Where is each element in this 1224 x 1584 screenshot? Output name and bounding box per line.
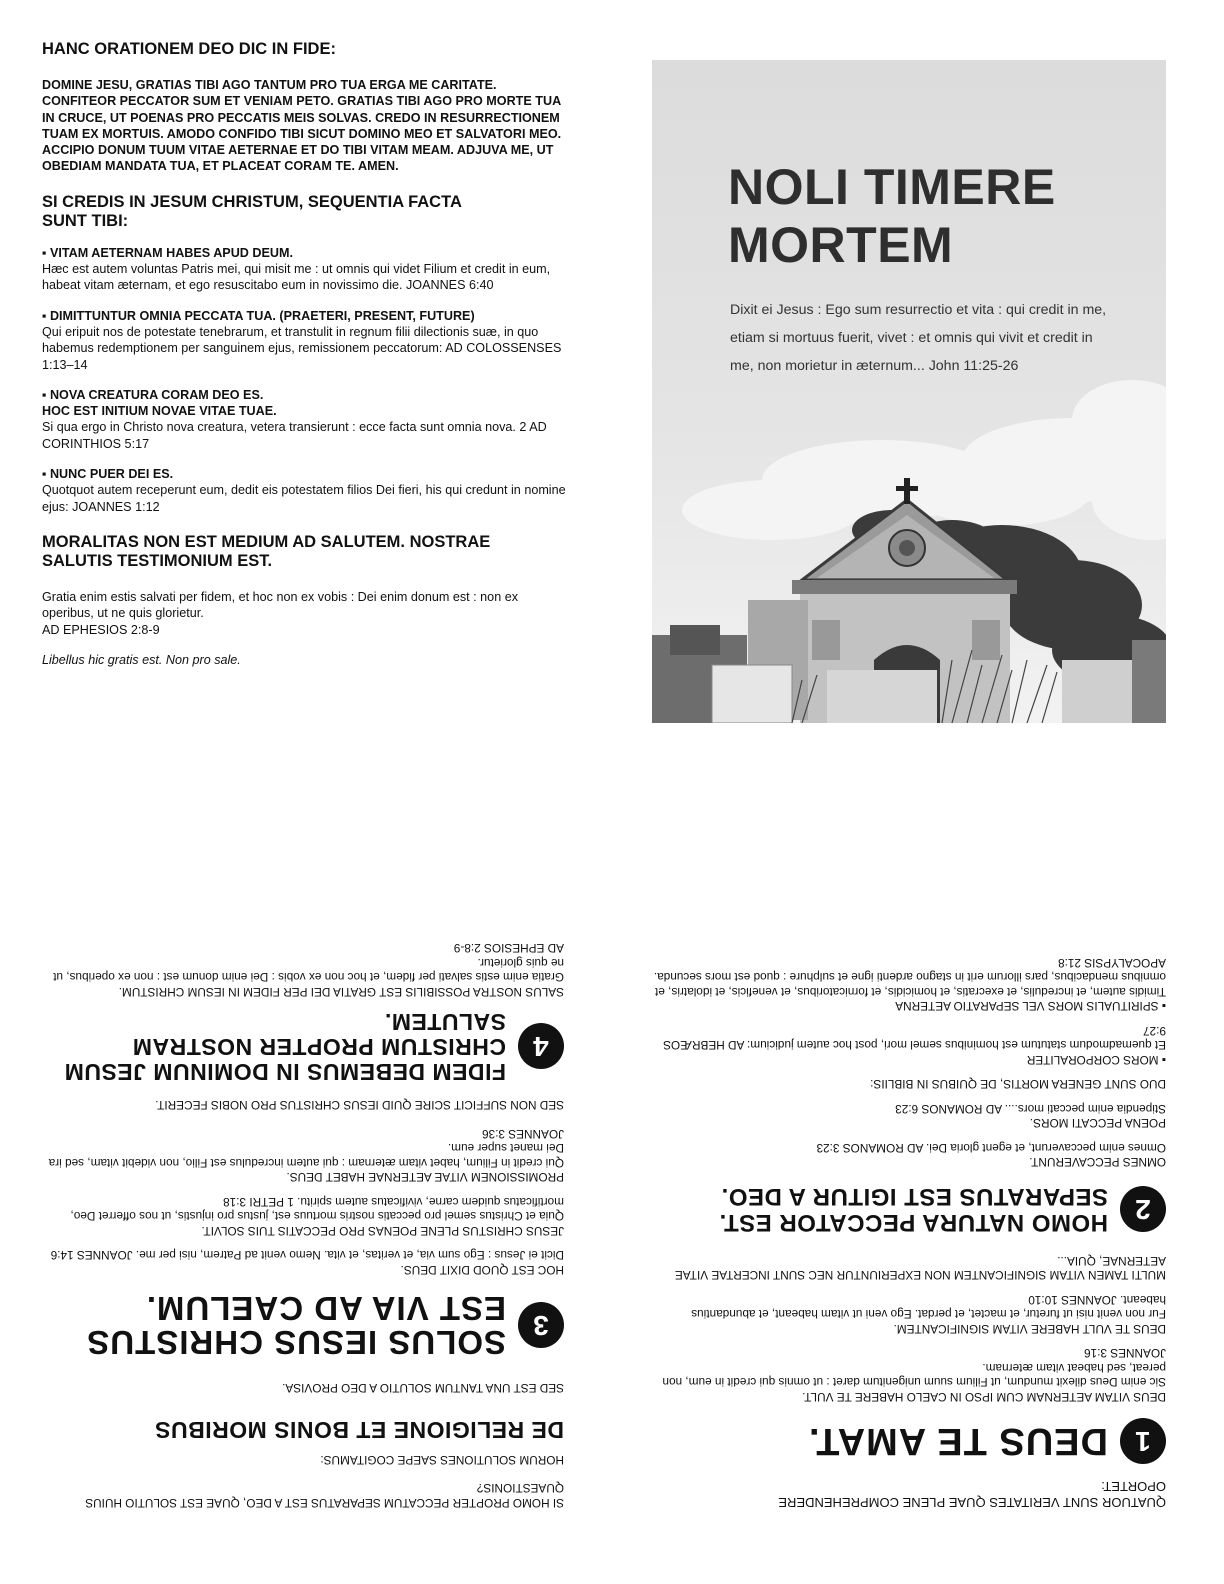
s2-p5-caps: ▪ SPIRITUALIS MORS VEL SEPARATIO AETERNA	[895, 999, 1166, 1014]
s2-p5-ref: APOCALYPSIS 21:8	[1058, 956, 1166, 970]
s2-p1-text: Omnes enim peccaverunt, et egent gloria Dei. AD ROMANOS 3:23	[816, 1141, 1166, 1155]
section-2-title-line2: SEPARATUS EST IGITUR A DEO.	[721, 1183, 1108, 1211]
believe-item-4-title: ▪ NUNC PUER DEI ES.	[42, 467, 174, 482]
s2-p4-caps: ▪ MORS CORPORALITER	[1026, 1053, 1166, 1067]
s2-p2-caps: POENA PECCATI MORS.	[1029, 1116, 1166, 1131]
believe-item-3-sub: HOC EST INITIUM NOVAE VITAE TUAE.	[42, 404, 277, 419]
s3-p2-text: Quia et Christus semel pro peccatis nostris mortuus est, justus pro injustis, ut nos offerret Deo, mortificatus quidem carne, vivificatus autem spiritu. 1 PETRI 3:18	[70, 1195, 564, 1224]
s3-p1-caps: HOC EST QUOD DIXIT DEUS.	[400, 1263, 564, 1277]
hero-panel	[652, 60, 1166, 723]
morality-heading: MORALITAS NON EST MEDIUM AD SALUTEM. NOSTRAE SALUTIS TESTIMONIUM EST.	[42, 532, 491, 570]
section-1-number: 1	[1120, 1418, 1166, 1464]
s3-p1-text: Dicit ei Jesus : Ego sum via, et veritas, et vita. Nemo venit ad Patrem, nisi per me. JOANNES 14:6	[50, 1248, 564, 1263]
section-3-title-line2: EST VIA AD CAELUM.	[145, 1290, 506, 1327]
s3-p3-ref: JOANNES 3:36	[482, 1127, 564, 1141]
s1-p3-caps: MULTI TAMEN VITAM SIGNIFICANTEM NON EXPERIUNTUR NEC SUNT INCERTAE VITAE AETERNAE, QUIA...	[674, 1254, 1166, 1283]
section-2-number: 2	[1120, 1187, 1166, 1233]
s2-p4-text: Et quemadmodum statutum est hominibus semel mori, post hoc autem judicium: AD HEBRÆOS 9:27	[663, 1024, 1166, 1053]
prayer-heading: HANC ORATIONEM DEO DIC IN FIDE:	[42, 40, 336, 58]
panel-right-intro: QUATUOR SUNT VERITATES QUAE PLENE COMPREHENDERE OPORTET:	[778, 1479, 1166, 1510]
free-note: Libellus hic gratis est. Non pro sale.	[42, 652, 241, 667]
believe-item-2-text: Qui eripuit nos de potestate tenebrarum, et transtulit in regnum filii dilectionis suæ, in quo habemus redemptionem per sanguinem ejus, remissionem peccatorum: AD COLOSSENSES 1:13–14	[42, 324, 562, 372]
morality-text: Gratia enim estis salvati per fidem, et hoc non ex vobis : Dei enim donum est : non ex operibus, ut ne quis glorietur.	[42, 589, 518, 621]
s3-p2-caps: JESUS CHRISTUS PLENE POENAS PRO PECCATIS TUIS SOLVIT.	[201, 1224, 564, 1238]
section-1-title: DEUS TE AMAT.	[807, 1420, 1108, 1462]
s3-closing: SED NON SUFFICIT SCIRE QUID IESUS CHRISTUS PRO NOBIS FECERIT.	[155, 1098, 564, 1113]
s2-p3-caps: DUO SUNT GENERA MORTIS, DE QUIBUS IN BIBLIIS:	[870, 1077, 1166, 1092]
morality-ref: AD EPHESIOS 2:8-9	[42, 622, 160, 637]
s1-p1-text: Sic enim Deus dilexit mundum, ut Filium suum unigenitum daret : ut omnis qui credit in eum, non pereat, sed habeat vitam æternam.	[662, 1361, 1166, 1390]
section-4-title	[42, 1009, 506, 1084]
section-4-header	[42, 1009, 564, 1084]
s3-p3-text: Qui credit in Filium, habet vitam æternam : qui autem incredulus est Filio, non videbit vitam, sed ira Dei manet super eum.	[48, 1141, 564, 1170]
hero-quote: Dixit ei Jesus : Ego sum resurrectio et vita : qui credit in me, etiam si mortuus fuerit, vivet : et omnis qui vivit et credit in me, non morietur in æternum... John 11:25-26	[730, 302, 1107, 374]
believe-item-4-text: Quotquot autem receperunt eum, dedit eis potestatem filios Dei fieri, his qui credunt in nomine ejus: JOANNES 1:12	[42, 483, 566, 514]
hero-title	[728, 158, 1056, 274]
solutions-title: DE RELIGIONE ET BONIS MORIBUS	[154, 1417, 564, 1444]
believe-item-3-text: Si qua ergo in Christo nova creatura, vetera transierunt : ecce facta sunt omnia nova. 2 AD CORINTHIOS 5:17	[42, 420, 547, 451]
s2-p2-text: Stipendia enim peccati mors.... AD ROMANOS 6:23	[895, 1102, 1166, 1116]
believe-item-3-title: ▪ NOVA CREATURA CORAM DEO ES.	[42, 387, 264, 402]
section-3-number: 3	[518, 1302, 564, 1348]
s2-p5-text: Timidis autem, et incredulis, et execratis, et homicidis, et fornicatoribus, et veneficis, et idolatris, et omnibus mendacibus, pars illorum erit in stagno ardenti igne et sulphure : quod est mors secunda.	[653, 970, 1166, 999]
section-1-header	[652, 1418, 1166, 1464]
s1-p2-caps: DEUS TE VULT HABERE VITAM SIGNIFICANTEM.	[893, 1322, 1166, 1336]
panel-left-intro: SI HOMO PROPTER PECCATUM SEPARATUS EST A DEO, QUAE EST SOLUTIO HUIUS QUAESTIONIS?	[85, 1481, 564, 1510]
s2-p1-caps: OMNES PECCAVERUNT.	[1029, 1155, 1166, 1170]
section-2-title-line1: HOMO NATURA PECCATOR EST.	[719, 1209, 1108, 1237]
s4-p1-ref: AD EPHESIOS 2:8-9	[453, 941, 564, 956]
s3-p3-caps: PROMISSIONEM VITAE AETERNAE HABET DEUS.	[286, 1170, 564, 1185]
one-solution-text: SED EST UNA TANTUM SOLUTIO A DEO PROVISA.	[282, 1381, 564, 1396]
solutions-label: HORUM SOLUTIONES SAEPE COGITAMUS:	[320, 1453, 564, 1467]
s1-p2-text: Fur non venit nisi ut furetur, et mactet, et perdat. Ego veni ut vitam habeant, et abundantius habeant. JOANNES 10:10	[691, 1293, 1166, 1322]
s1-p1-caps: DEUS VITAM AETERNAM CUM IPSO IN CAELO HABERE TE VULT.	[802, 1390, 1166, 1404]
section-3-title-line1: SOLUS IESUS CHRISTUS	[86, 1324, 506, 1361]
believe-item-1-title: ▪ VITAM AETERNAM HABES APUD DEUM.	[42, 245, 293, 260]
panel-right-inverted	[652, 830, 1172, 1510]
section-4-title-line2: CHRISTUM PROPTER NOSTRAM SALUTEM.	[132, 1009, 506, 1060]
believe-item-1-text: Hæc est autem voluntas Patris mei, qui misit me : ut omnis qui videt Filium et credit in eum, habeat vitam æternam, et ego resuscitabo eum in novissimo die. JOANNES 6:40	[42, 262, 551, 293]
hero-title-line1: NOLI TIMERE	[728, 159, 1056, 215]
prayer-text: DOMINE JESU, GRATIAS TIBI AGO TANTUM PRO TUA ERGA ME CARITATE. CONFITEOR PECCATOR SUM ET VENIAM PETO. GRATIAS TIBI AGO PRO MORTE TUA IN CRUCE, UT POENAS PRO PECCATIS MEIS SOLVAS. CREDO IN RESURRECTIONEM TUAM EX MORTUIS. AMODO CONFIDO TIBI SICUT DOMINO MEO ET SALVATORI MEO. ACCIPIO DONUM TUUM VITAE AETERNAE ET DO TIBI VITAM MEAM. ADJUVA ME, UT OBEDIAM MANDATA TUA, ET PLACEAT CORAM TE. AMEN.	[42, 78, 562, 174]
prayer-panel	[42, 40, 572, 668]
panel-left-inverted	[42, 830, 572, 1510]
s4-p1-caps: SALUS NOSTRA POSSIBILIS EST GRATIA DEI PER FIDEM IN IESUM CHRISTUM.	[118, 985, 564, 999]
s4-p1-text: Gratia enim estis salvati per fidem, et hoc non ex vobis : Dei enim donum est : non ex operibus, ut ne quis glorietur.	[53, 956, 564, 985]
believe-heading: SI CREDIS IN JESUM CHRISTUM, SEQUENTIA FACTA SUNT TIBI:	[42, 192, 462, 230]
section-3-title	[86, 1291, 506, 1359]
section-4-number: 4	[518, 1024, 564, 1070]
section-2-title	[719, 1184, 1108, 1236]
section-3-header	[42, 1291, 564, 1359]
s1-p1-ref: JOANNES 3:16	[1084, 1346, 1166, 1361]
hero-title-line2: MORTEM	[728, 217, 954, 273]
section-4-title-line1: FIDEM DEBEMUS IN DOMINUM JESUM	[64, 1059, 506, 1085]
section-2-header	[652, 1184, 1166, 1236]
believe-item-2-title: ▪ DIMITTUNTUR OMNIA PECCATA TUA. (PRAETERI, PRESENT, FUTURE)	[42, 308, 475, 323]
